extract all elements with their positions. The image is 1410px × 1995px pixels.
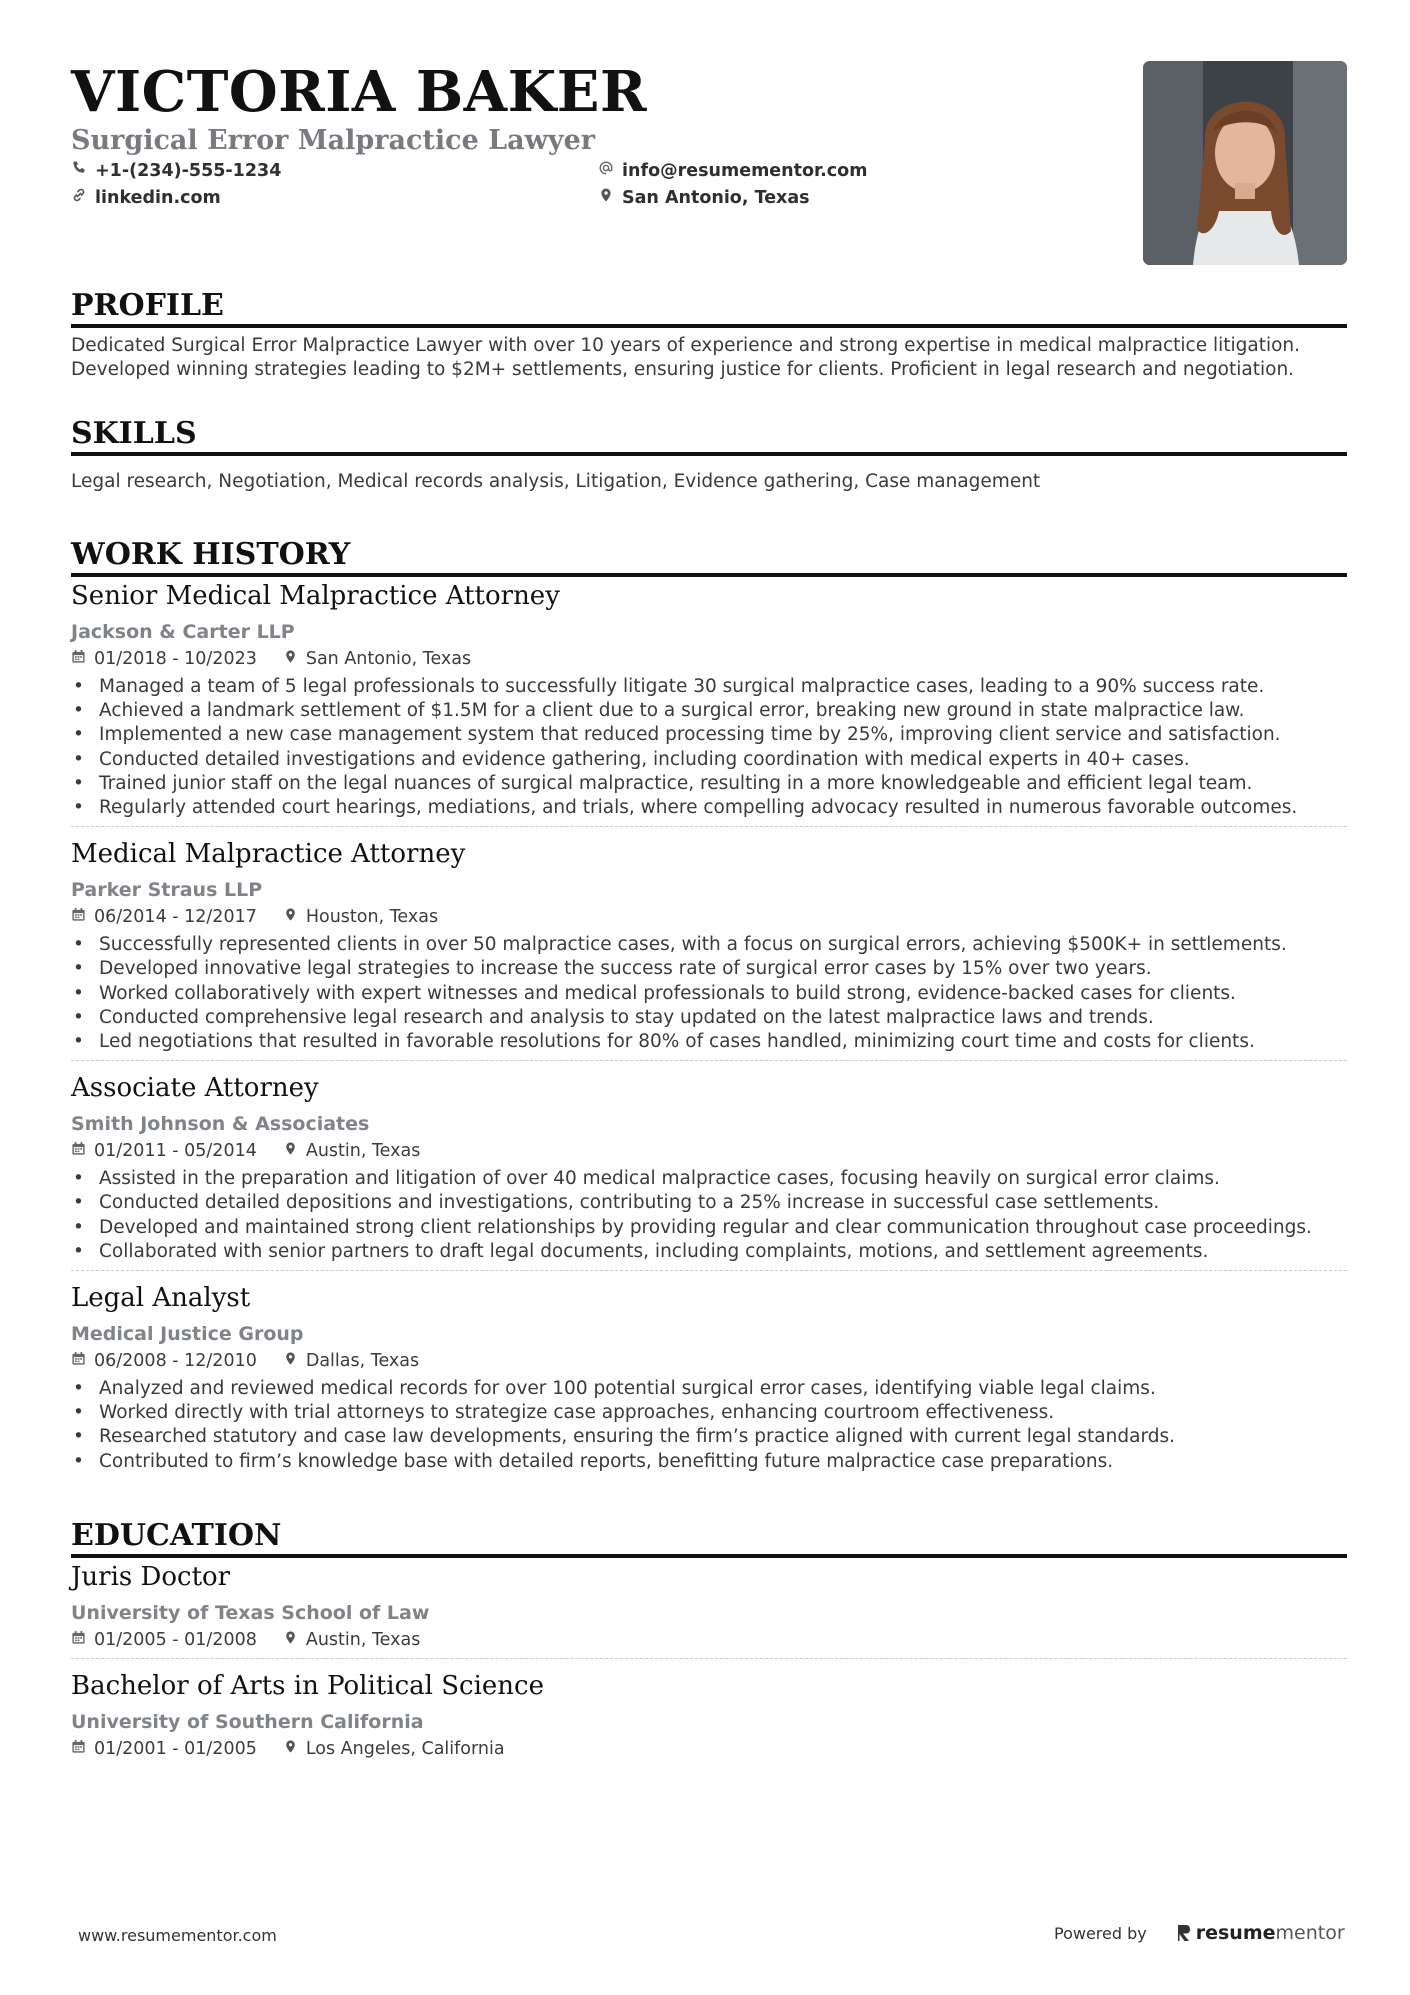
dates-text: 06/2014 - 12/2017	[94, 907, 257, 928]
job-list	[71, 579, 1347, 1480]
calendar-icon	[71, 905, 86, 929]
job-title: Legal Analyst	[71, 1283, 251, 1314]
dates-text: 06/2008 - 12/2010	[94, 1351, 257, 1372]
entry-location	[283, 1349, 419, 1373]
dates-text: 01/2001 - 01/2005	[94, 1739, 257, 1759]
skills-heading: SKILLS	[71, 416, 1347, 456]
bullet-item: • Regularly attended court hearings, mediations, and trials, where compelling advocacy resulted in numerous favorable outcomes.	[71, 796, 1347, 820]
job-title: Associate Attorney	[71, 1073, 319, 1104]
achievement-list	[71, 675, 1347, 820]
company-name: Parker Straus LLP	[71, 879, 263, 902]
bullet-item: • Analyzed and reviewed medical records for over 100 potential surgical error cases, identifying viable legal claims.	[71, 1377, 1347, 1401]
entry-location	[283, 905, 438, 929]
profile-section	[71, 288, 1347, 382]
education-section	[71, 1518, 1347, 1767]
entry-location	[283, 1737, 505, 1761]
bullet-item: • Led negotiations that resulted in favorable resolutions for 80% of cases handled, minimizing court time and costs for clients.	[71, 1030, 1347, 1054]
contact-linkedin[interactable]	[71, 186, 221, 210]
bullet-item: • Conducted detailed investigations and evidence gathering, including coordination with medical experts in 40+ cases.	[71, 748, 1347, 772]
dates-text: 01/2005 - 01/2008	[94, 1630, 257, 1650]
calendar-icon	[71, 647, 86, 671]
entry-meta	[71, 647, 1347, 671]
bullet-item: • Collaborated with senior partners to draft legal documents, including complaints, motions, and settlement agreements.	[71, 1240, 1347, 1264]
entry-meta	[71, 1628, 1347, 1652]
job-entry	[71, 1060, 1347, 1270]
job-entry	[71, 1270, 1347, 1480]
bullet-item: • Conducted detailed depositions and investigations, contributing to a 25% increase in successful case settlements.	[71, 1191, 1347, 1215]
linkedin-text[interactable]: linkedin.com	[95, 188, 221, 208]
brand-mark-icon	[1177, 1924, 1191, 1942]
bullet-item: • Managed a team of 5 legal professionals to successfully litigate 30 surgical malpractice cases, leading to a 90% success rate.	[71, 675, 1347, 699]
entry-location	[283, 1628, 421, 1652]
company-name: Smith Johnson & Associates	[71, 1113, 370, 1136]
dates-text: 01/2018 - 10/2023	[94, 649, 257, 669]
brand-name-bold: resume	[1195, 1922, 1276, 1944]
job-title: Senior Medical Malpractice Attorney	[71, 581, 560, 611]
dates-text: 01/2011 - 05/2014	[94, 1141, 257, 1162]
job-title: Medical Malpractice Attorney	[71, 839, 466, 870]
work-history-section	[71, 537, 1347, 1480]
location-pin-icon	[283, 647, 298, 671]
degree-title: Juris Doctor	[71, 1562, 231, 1592]
footer-branding	[1054, 1922, 1345, 1944]
contact-location	[598, 186, 810, 210]
bullet-item: • Contributed to firm’s knowledge base with detailed reports, benefitting future malpractice case preparations.	[71, 1450, 1347, 1474]
entry-meta	[71, 1349, 1347, 1373]
contact-email[interactable]	[598, 159, 867, 183]
entry-meta	[71, 1737, 1347, 1761]
location-text: Los Angeles, California	[305, 1739, 505, 1759]
location-pin-icon	[283, 905, 298, 929]
entry-location	[283, 1139, 421, 1163]
calendar-icon	[71, 1349, 86, 1373]
bullet-item: • Implemented a new case management system that reduced processing time by 25%, improving client service and satisfaction.	[71, 723, 1347, 747]
education-heading: EDUCATION	[71, 1518, 1347, 1558]
location-text: San Antonio, Texas	[622, 188, 810, 208]
entry-dates	[71, 1737, 257, 1761]
candidate-title: Surgical Error Malpractice Lawyer	[71, 125, 595, 156]
achievement-list	[71, 1167, 1347, 1264]
calendar-icon	[71, 1737, 86, 1761]
entry-dates	[71, 905, 257, 929]
entry-location	[283, 647, 471, 671]
school-name: University of Southern California	[71, 1711, 424, 1733]
achievement-list	[71, 1377, 1347, 1474]
link-icon	[71, 186, 87, 210]
calendar-icon	[71, 1139, 86, 1163]
entry-dates	[71, 1349, 257, 1373]
job-entry	[71, 579, 1347, 826]
bullet-item: • Worked directly with trial attorneys to strategize case approaches, enhancing courtroom effectiveness.	[71, 1401, 1347, 1425]
school-name: University of Texas School of Law	[71, 1602, 430, 1624]
calendar-icon	[71, 1628, 86, 1652]
profile-summary: Dedicated Surgical Error Malpractice Lawyer with over 10 years of experience and strong expertise in medical malpractice litigation. Developed winning strategies leading to $2M+ settlements, ensuring justice for clients. Proficient in legal research and negotiation.	[71, 335, 1301, 380]
bullet-item: • Successfully represented clients in over 50 malpractice cases, with a focus on surgical errors, achieving $500K+ in settlements.	[71, 933, 1347, 957]
skills-list: Legal research, Negotiation, Medical records analysis, Litigation, Evidence gathering, Case management	[71, 471, 1041, 492]
location-text: Dallas, Texas	[305, 1351, 420, 1372]
location-pin-icon	[283, 1737, 298, 1761]
work-history-heading: WORK HISTORY	[71, 537, 1347, 577]
company-name: Jackson & Carter LLP	[71, 621, 295, 643]
education-entry	[71, 1560, 1347, 1658]
education-entry	[71, 1658, 1347, 1767]
location-text: San Antonio, Texas	[305, 649, 472, 669]
phone-icon	[71, 159, 87, 183]
skills-section	[71, 416, 1347, 494]
profile-photo	[1143, 61, 1347, 265]
location-pin-icon	[283, 1349, 298, 1373]
location-pin-icon	[283, 1139, 298, 1163]
entry-dates	[71, 1628, 257, 1652]
bullet-item: • Conducted comprehensive legal research and analysis to stay updated on the latest malpractice laws and trends.	[71, 1006, 1347, 1030]
powered-by-text: Powered by	[1054, 1923, 1147, 1943]
entry-meta	[71, 905, 1347, 929]
bullet-item: • Assisted in the preparation and litigation of over 40 medical malpractice cases, focusing heavily on surgical error claims.	[71, 1167, 1347, 1191]
phone-text: +1-(234)-555-1234	[95, 161, 282, 181]
at-icon	[598, 159, 614, 183]
candidate-name: VICTORIA BAKER	[71, 59, 648, 125]
location-text: Austin, Texas	[305, 1141, 421, 1162]
entry-dates	[71, 647, 257, 671]
bullet-item: • Trained junior staff on the legal nuances of surgical malpractice, resulting in a more knowledgeable and efficient legal team.	[71, 772, 1347, 796]
location-text: Houston, Texas	[305, 907, 439, 928]
education-list	[71, 1560, 1347, 1767]
contact-phone	[71, 159, 281, 183]
brand-name-light: mentor	[1275, 1922, 1345, 1944]
footer-website[interactable]: www.resumementor.com	[78, 1926, 277, 1945]
achievement-list	[71, 933, 1347, 1054]
entry-meta	[71, 1139, 1347, 1163]
job-entry	[71, 826, 1347, 1060]
resume-page	[71, 0, 1347, 1995]
location-pin-icon	[598, 186, 614, 210]
bullet-item: • Developed innovative legal strategies to increase the success rate of surgical error cases by 15% over two years.	[71, 957, 1347, 981]
email-text[interactable]: info@resumementor.com	[622, 161, 868, 181]
degree-title: Bachelor of Arts in Political Science	[71, 1671, 544, 1701]
bullet-item: • Researched statutory and case law developments, ensuring the firm’s practice aligned with current legal standards.	[71, 1425, 1347, 1449]
bullet-item: • Developed and maintained strong client relationships by providing regular and clear communication throughout case proceedings.	[71, 1216, 1347, 1240]
brand-logo	[1177, 1922, 1345, 1944]
entry-dates	[71, 1139, 257, 1163]
location-pin-icon	[283, 1628, 298, 1652]
bullet-item: • Worked collaboratively with expert witnesses and medical professionals to build strong, evidence-backed cases for clients.	[71, 982, 1347, 1006]
company-name: Medical Justice Group	[71, 1323, 304, 1346]
profile-heading: PROFILE	[71, 288, 1347, 328]
bullet-item: • Achieved a landmark settlement of $1.5M for a client due to a surgical error, breaking new ground in state malpractice law.	[71, 699, 1347, 723]
location-text: Austin, Texas	[305, 1630, 421, 1650]
